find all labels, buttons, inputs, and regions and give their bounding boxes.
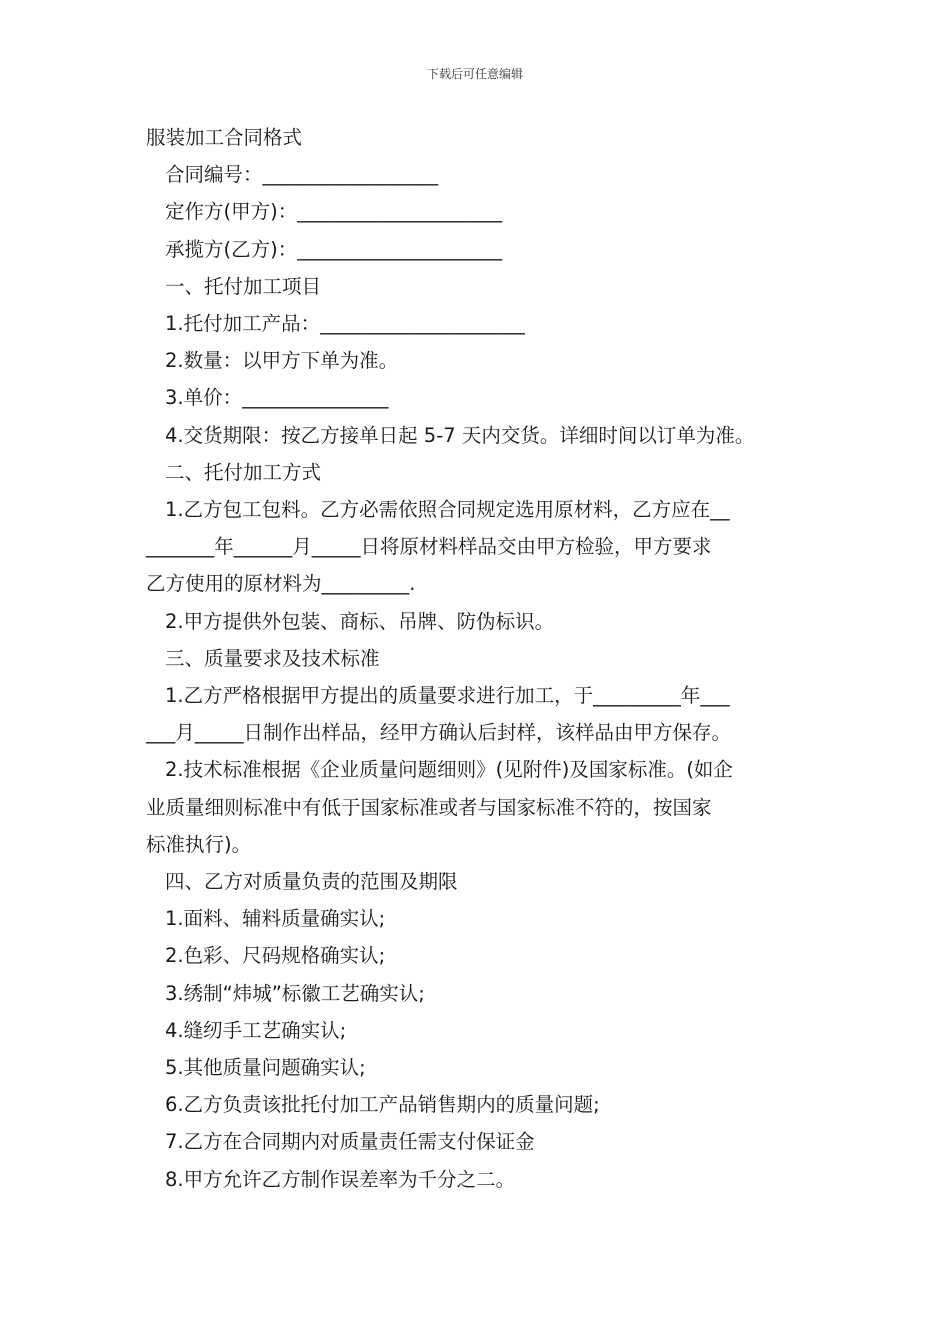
list-item: 4.缝纫手工艺确实认;	[165, 1018, 347, 1042]
document-title: 服装加工合同格式	[146, 126, 303, 149]
paragraph-line: 1.乙方包工包料。乙方必需依照合同规定选用原材料，乙方应在__	[165, 498, 730, 522]
paragraph-line: 2.数量：以甲方下单为准。	[165, 349, 399, 373]
list-item: 2.色彩、尺码规格确实认;	[165, 944, 386, 968]
list-item: 3.绣制“炜城”标徽工艺确实认;	[165, 981, 425, 1005]
paragraph-line: 乙方使用的原材料为_________.	[146, 572, 416, 596]
list-item: 1.面料、辅料质量确实认;	[165, 907, 386, 931]
paragraph-line: 标准执行)。	[146, 832, 252, 856]
section-heading-3: 三、质量要求及技术标准	[165, 646, 380, 670]
section-heading-1: 一、托付加工项目	[165, 274, 322, 298]
paragraph-line: 1.托付加工产品：_____________________	[165, 312, 525, 336]
document-body	[146, 119, 811, 1198]
paragraph-line: 3.单价：_______________	[165, 386, 389, 410]
section-heading-4: 四、乙方对质量负责的范围及期限	[165, 870, 458, 894]
paragraph-line: 2.甲方提供外包装、商标、吊牌、防伪标识。	[165, 609, 555, 633]
page-header: 下载后可任意编辑	[426, 67, 523, 81]
list-item: 8.甲方允许乙方制作误差率为千分之二。	[165, 1167, 516, 1191]
paragraph-line: ___月_____日制作出样品，经甲方确认后封样，该样品由甲方保存。	[146, 721, 732, 745]
party-a-line: 定作方(甲方)：_____________________	[165, 200, 502, 224]
section-heading-2: 二、托付加工方式	[165, 460, 322, 484]
list-item: 5.其他质量问题确实认;	[165, 1056, 366, 1080]
party-b-line: 承揽方(乙方)：_____________________	[165, 237, 502, 261]
paragraph-line: 2.技术标准根据《企业质量问题细则》(见附件)及国家标准。(如企	[165, 758, 733, 782]
paragraph-line: 4.交货期限：按乙方接单日起 5-7 天内交货。详细时间以订单为准。	[165, 423, 755, 447]
paragraph-line: 1.乙方严格根据甲方提出的质量要求进行加工，于_________年___	[165, 684, 730, 708]
paragraph-line: _______年______月_____日将原材料样品交由甲方检验，甲方要求	[146, 535, 712, 559]
list-item: 7.乙方在合同期内对质量责任需支付保证金	[165, 1130, 535, 1154]
list-item: 6.乙方负责该批托付加工产品销售期内的质量问题;	[165, 1093, 600, 1117]
contract-number-line: 合同编号：__________________	[165, 163, 439, 187]
paragraph-line: 业质量细则标准中有低于国家标准或者与国家标准不符的，按国家	[146, 795, 712, 819]
